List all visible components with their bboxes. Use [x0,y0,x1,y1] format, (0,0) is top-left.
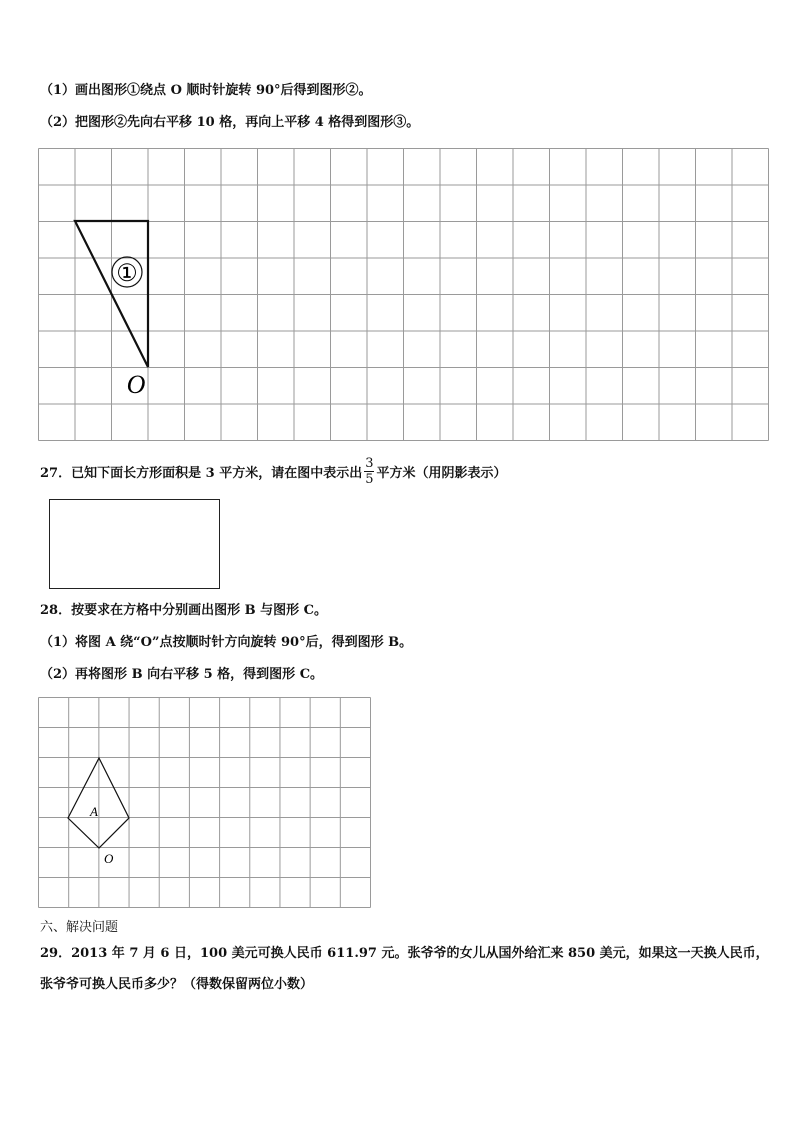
fraction-numerator: 3 [365,456,374,471]
q28-title: 28．按要求在方格中分别画出图形 B 与图形 C。 [40,603,328,618]
q26-part1: （1）画出图形①绕点 O 顺时针旋转 90°后得到图形②。 [40,83,372,98]
q26-part2: （2）把图形②先向右平移 10 格，再向上平移 4 格得到图形③。 [40,115,420,130]
point-o-label-2: O [104,851,114,866]
q26-grid [38,148,770,442]
q27-text-before: 27．已知下面长方形面积是 3 平方米，请在图中表示出 [40,466,363,481]
point-o-label: O [126,370,146,399]
q28-part2: （2）再将图形 B 向右平移 5 格，得到图形 C。 [40,667,324,682]
q28-grid [38,697,372,909]
q29-line2: 张爷爷可换人民币多少？（得数保留两位小数） [40,977,314,992]
q29-line1: 29．2013 年 7 月 6 日，100 美元可换人民币 611.97 元。张爷爷的女儿从国外给汇来 850 美元，如果这一天换人民币， [40,946,769,961]
fraction-three-fifths [364,456,374,487]
q27-text-after: 平方米（用阴影表示） [376,466,507,481]
q27-text [40,458,507,489]
rectangle-3-sq-m [49,499,220,589]
q28-part1: （1）将图 A 绕“O”点按顺时针方向旋转 90°后，得到图形 B。 [40,635,413,650]
figure-a-label: A [90,804,98,819]
section-6-title: 六、解决问题 [40,920,119,935]
fraction-denominator: 5 [365,472,374,487]
figure-1-label: ① [116,261,138,287]
